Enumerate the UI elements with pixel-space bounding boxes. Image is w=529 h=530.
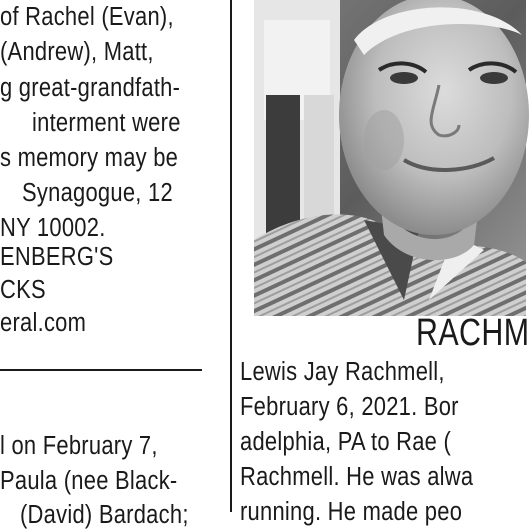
portrait-image: [254, 0, 526, 316]
text-line: (David) Bardach;: [20, 501, 189, 529]
text-line: Synagogue, 12: [22, 179, 173, 207]
text-line: s memory may be: [0, 144, 179, 172]
text-line: CKS: [0, 276, 46, 304]
text-line: running. He made peo: [240, 498, 463, 526]
text-line: l on February 7,: [0, 432, 158, 460]
text-line: ENBERG'S: [0, 243, 114, 271]
text-line: NY 10002.: [0, 214, 106, 242]
text-line: of Rachel (Evan),: [0, 3, 174, 31]
text-line: eral.com: [0, 309, 87, 337]
right-obituary-column: [240, 0, 529, 526]
obituary-name-heading: RACHM: [416, 312, 529, 354]
text-line: Paula (nee Black-: [0, 467, 178, 495]
portrait-photo: [254, 0, 526, 316]
text-line: interment were: [32, 109, 181, 137]
section-divider: [0, 369, 202, 371]
left-obituary-column: [0, 0, 210, 529]
text-line: adelphia, PA to Rae (: [240, 428, 452, 456]
text-line: Rachmell. He was alwa: [240, 463, 474, 491]
column-rule: [230, 0, 232, 512]
text-line: (Andrew), Matt,: [0, 38, 154, 66]
text-line: g great-grandfath-: [0, 74, 181, 102]
text-line: Lewis Jay Rachmell,: [240, 358, 445, 386]
text-line: February 6, 2021. Bor: [240, 393, 459, 421]
